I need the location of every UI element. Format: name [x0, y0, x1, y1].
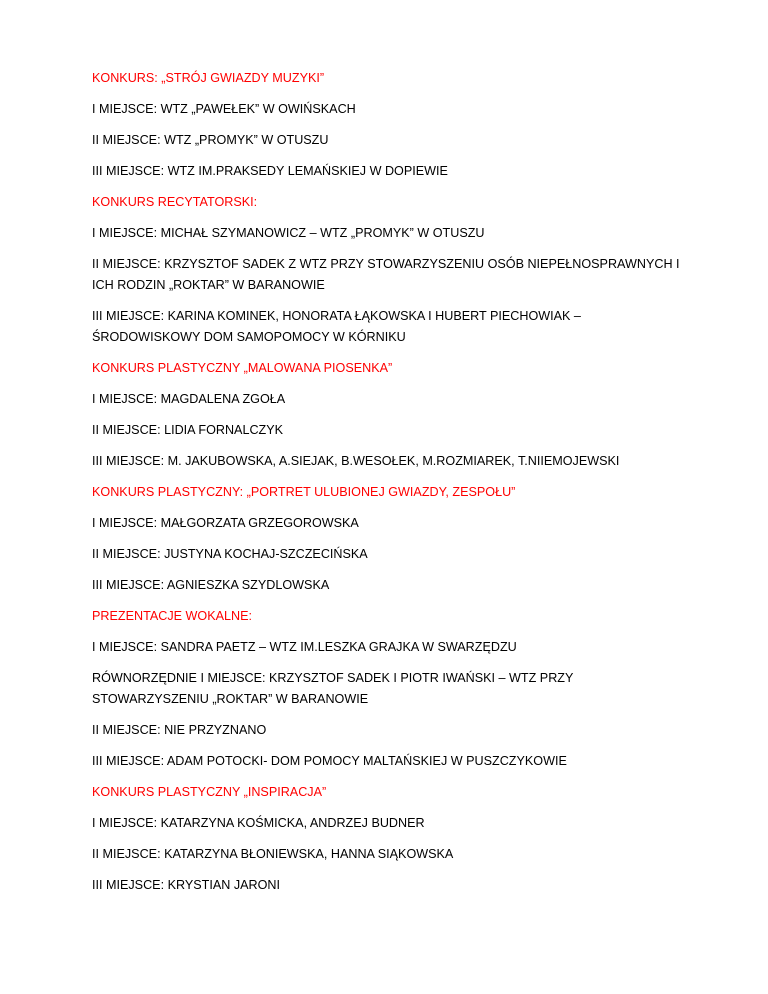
- result-line: I MIEJSCE: MAŁGORZATA GRZEGOROWSKA: [92, 516, 359, 530]
- result-line: III MIEJSCE: KARINA KOMINEK, HONORATA ŁĄKOWSKA I HUBERT PIECHOWIAK – ŚRODOWISKOWY DOM SAMOPOMOCY W KÓRNIKU: [92, 309, 581, 344]
- result-line: II MIEJSCE: WTZ „PROMYK” W OTUSZU: [92, 133, 329, 147]
- result-line: RÓWNORZĘDNIE I MIEJSCE: KRZYSZTOF SADEK I PIOTR IWAŃSKI – WTZ PRZY STOWARZYSZENIU „ROKTAR” W BARANOWIE: [92, 671, 574, 706]
- section-heading: KONKURS PLASTYCZNY „INSPIRACJA”: [92, 785, 327, 799]
- result-line: III MIEJSCE: KRYSTIAN JARONI: [92, 878, 281, 892]
- result-line: I MIEJSCE: MICHAŁ SZYMANOWICZ – WTZ „PROMYK” W OTUSZU: [92, 226, 485, 240]
- result-line: III MIEJSCE: M. JAKUBOWSKA, A.SIEJAK, B.WESOŁEK, M.ROZMIAREK, T.NIIEMOJEWSKI: [92, 454, 620, 468]
- result-line: III MIEJSCE: ADAM POTOCKI- DOM POMOCY MALTAŃSKIEJ W PUSZCZYKOWIE: [92, 754, 567, 768]
- result-line: I MIEJSCE: MAGDALENA ZGOŁA: [92, 392, 286, 406]
- section-heading: KONKURS: „STRÓJ GWIAZDY MUZYKI”: [92, 71, 325, 85]
- result-line: III MIEJSCE: AGNIESZKA SZYDLOWSKA: [92, 578, 330, 592]
- result-line: III MIEJSCE: WTZ IM.PRAKSEDY LEMAŃSKIEJ W DOPIEWIE: [92, 164, 448, 178]
- section-heading: PREZENTACJE WOKALNE:: [92, 609, 253, 623]
- result-line: I MIEJSCE: WTZ „PAWEŁEK” W OWIŃSKACH: [92, 102, 356, 116]
- result-line: I MIEJSCE: KATARZYNA KOŚMICKA, ANDRZEJ BUDNER: [92, 816, 425, 830]
- result-line: II MIEJSCE: LIDIA FORNALCZYK: [92, 423, 284, 437]
- result-line: II MIEJSCE: JUSTYNA KOCHAJ-SZCZECIŃSKA: [92, 547, 368, 561]
- document-page: [92, 68, 692, 906]
- result-line: I MIEJSCE: SANDRA PAETZ – WTZ IM.LESZKA GRAJKA W SWARZĘDZU: [92, 640, 517, 654]
- result-line: II MIEJSCE: NIE PRZYZNANO: [92, 723, 267, 737]
- result-line: II MIEJSCE: KRZYSZTOF SADEK Z WTZ PRZY STOWARZYSZENIU OSÓB NIEPEŁNOSPRAWNYCH I ICH RODZIN „ROKTAR” W BARANOWIE: [92, 257, 680, 292]
- section-heading: KONKURS PLASTYCZNY „MALOWANA PIOSENKA”: [92, 361, 393, 375]
- section-heading: KONKURS RECYTATORSKI:: [92, 195, 258, 209]
- result-line: II MIEJSCE: KATARZYNA BŁONIEWSKA, HANNA SIĄKOWSKA: [92, 847, 454, 861]
- section-heading: KONKURS PLASTYCZNY: „PORTRET ULUBIONEJ GWIAZDY, ZESPOŁU”: [92, 485, 516, 499]
